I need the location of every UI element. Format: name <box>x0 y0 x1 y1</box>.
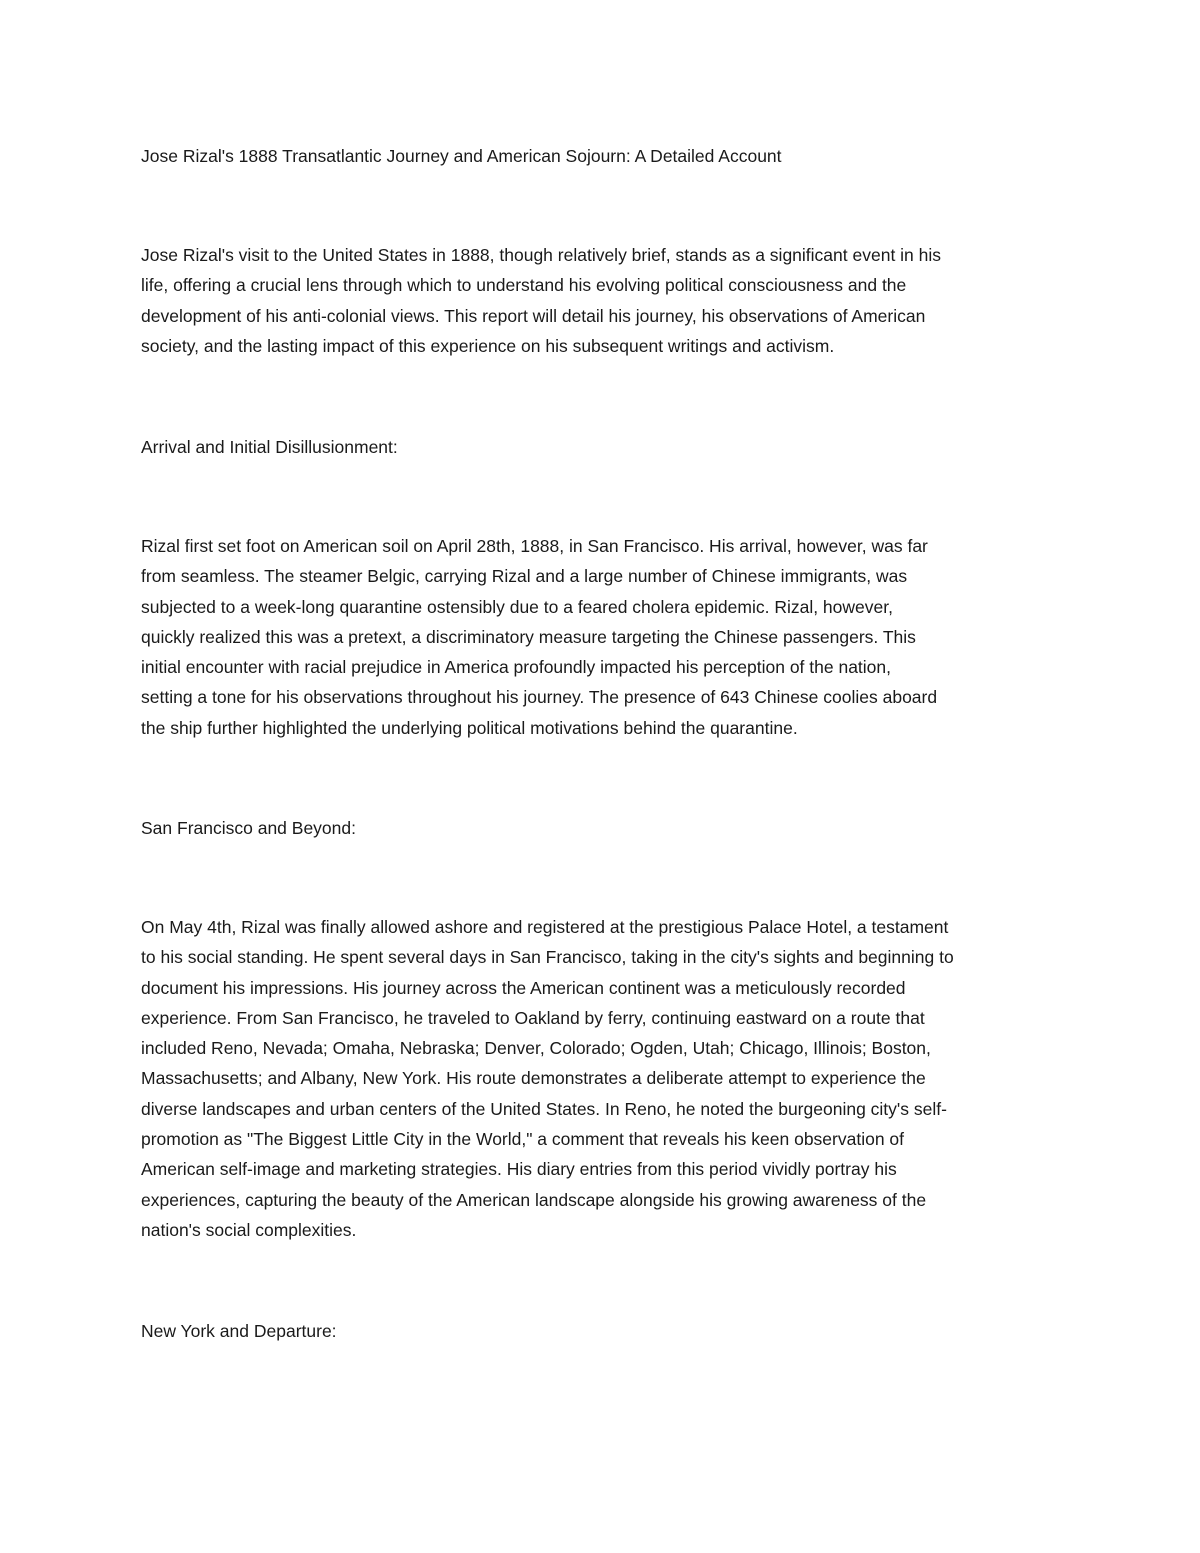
text-line: Jose Rizal's visit to the United States in 1888, though relatively brief, stands as a significant event in his <box>141 245 942 265</box>
text-line: nation's social complexities. <box>141 1219 357 1240</box>
text-line: to his social standing. He spent several days in San Francisco, taking in the city's sights and beginning to <box>141 947 954 968</box>
text-line: document his impressions. His journey across the American continent was a meticulously recorded <box>141 977 906 998</box>
text-line: included Reno, Nevada; Omaha, Nebraska; Denver, Colorado; Ogden, Utah; Chicago, Illinois; Boston, <box>141 1038 931 1059</box>
text-line: setting a tone for his observations throughout his journey. The presence of 643 Chinese coolies aboard <box>141 687 938 708</box>
text-line: society, and the lasting impact of this experience on his subsequent writings and activism. <box>141 335 835 356</box>
text-line: experience. From San Francisco, he traveled to Oakland by ferry, continuing eastward on a route that <box>141 1007 925 1028</box>
san-francisco-paragraph <box>141 912 1059 1245</box>
text-line: American self-image and marketing strategies. His diary entries from this period vividly portray his <box>141 1159 897 1180</box>
text-line: diverse landscapes and urban centers of the United States. In Reno, he noted the burgeoning city's self- <box>141 1098 947 1119</box>
text-line: initial encounter with racial prejudice in America profoundly impacted his perception of the nation, <box>141 657 892 678</box>
text-line: promotion as "The Biggest Little City in the World," a comment that reveals his keen observation of <box>141 1129 905 1150</box>
intro-paragraph <box>141 240 1059 361</box>
text-line: subjected to a week-long quarantine ostensibly due to a feared cholera epidemic. Rizal, however, <box>141 596 893 617</box>
text-line: experiences, capturing the beauty of the American landscape alongside his growing awareness of the <box>141 1189 927 1210</box>
document-title: Jose Rizal's 1888 Transatlantic Journey and American Sojourn: A Detailed Account <box>141 146 782 166</box>
text-line: quickly realized this was a pretext, a discriminatory measure targeting the Chinese passengers. This <box>141 626 916 647</box>
text-line: the ship further highlighted the underlying political motivations behind the quarantine. <box>141 717 798 738</box>
section-heading-arrival: Arrival and Initial Disillusionment: <box>141 437 398 457</box>
text-line: Rizal first set foot on American soil on April 28th, 1888, in San Francisco. His arrival, however, was far <box>141 536 928 556</box>
text-line: On May 4th, Rizal was finally allowed ashore and registered at the prestigious Palace Hotel, a testament <box>141 917 949 937</box>
section-heading-san-francisco: San Francisco and Beyond: <box>141 818 356 838</box>
section-heading-new-york: New York and Departure: <box>141 1321 337 1341</box>
text-line: life, offering a crucial lens through which to understand his evolving political consciousness and the <box>141 275 907 296</box>
arrival-paragraph <box>141 531 1059 743</box>
text-line: development of his anti-colonial views. This report will detail his journey, his observations of American <box>141 305 926 326</box>
text-line: from seamless. The steamer Belgic, carrying Rizal and a large number of Chinese immigrants, was <box>141 566 908 587</box>
text-line: Massachusetts; and Albany, New York. His route demonstrates a deliberate attempt to experience the <box>141 1068 926 1089</box>
